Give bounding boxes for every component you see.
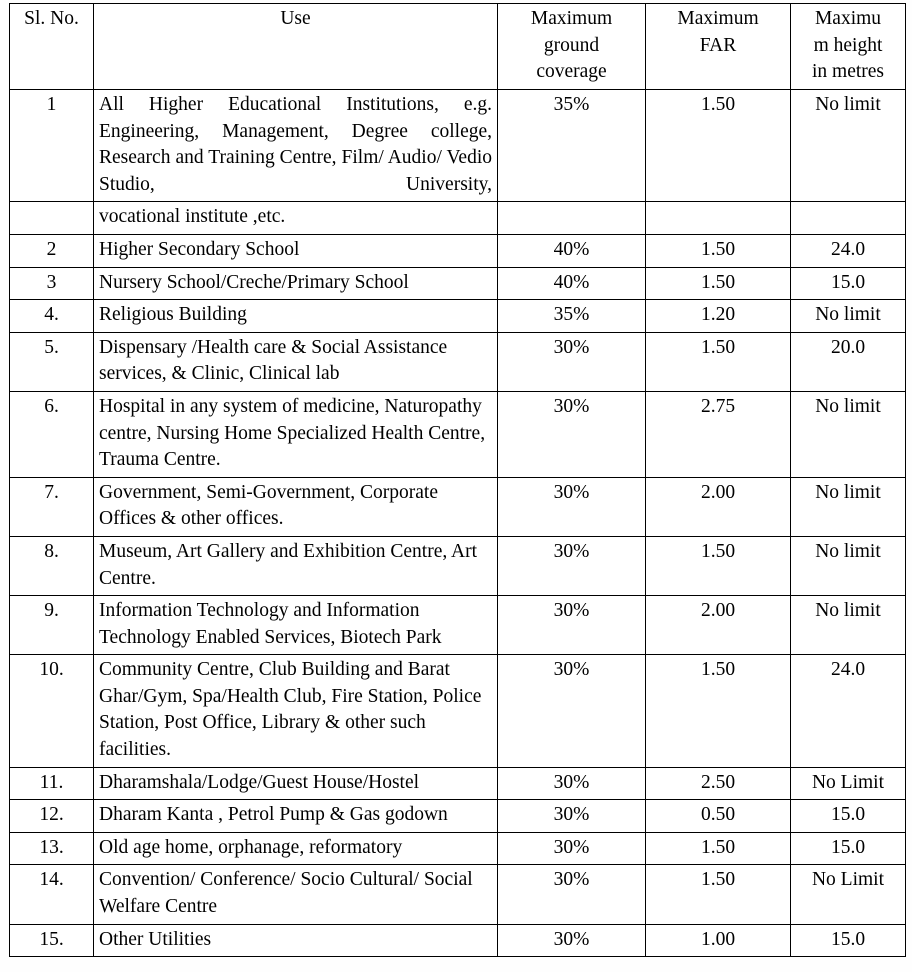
cell-use: Dharam Kanta , Petrol Pump & Gas godown xyxy=(94,800,498,833)
cell-ground-coverage: 30% xyxy=(498,767,646,800)
cell-use: All Higher Educational Institutions, e.g. Engineering, Management, Degree college, Research and Training Centre, Film/ Audio/ Vedio Studio, University, xyxy=(94,90,498,202)
cell-sl-no: 3 xyxy=(10,267,94,300)
table-header xyxy=(10,4,906,90)
header-row xyxy=(10,4,906,90)
cell-sl-no: 15. xyxy=(10,924,94,957)
cell-ground-coverage: 30% xyxy=(498,536,646,595)
cell-far: 1.50 xyxy=(646,655,791,767)
cell-ground-coverage: 30% xyxy=(498,391,646,477)
table-row xyxy=(10,832,906,865)
cell-height: No limit xyxy=(791,536,906,595)
cell-height: 15.0 xyxy=(791,924,906,957)
cell-height: No Limit xyxy=(791,865,906,924)
cell-ground-coverage: 35% xyxy=(498,90,646,202)
cell-far xyxy=(646,202,791,235)
land-use-regulation-table xyxy=(9,3,906,957)
cell-far: 1.50 xyxy=(646,234,791,267)
cell-sl-no: 10. xyxy=(10,655,94,767)
table-row xyxy=(10,477,906,536)
cell-use: Hospital in any system of medicine, Naturopathy centre, Nursing Home Specialized Health Centre, Trauma Centre. xyxy=(94,391,498,477)
cell-height: No limit xyxy=(791,596,906,655)
table-row-continuation xyxy=(10,202,906,235)
table-row xyxy=(10,767,906,800)
cell-sl-no: 14. xyxy=(10,865,94,924)
cell-height: 24.0 xyxy=(791,655,906,767)
cell-height: No limit xyxy=(791,477,906,536)
cell-use: Other Utilities xyxy=(94,924,498,957)
header-line-2: m height xyxy=(813,34,883,56)
cell-ground-coverage: 30% xyxy=(498,596,646,655)
cell-height: No limit xyxy=(791,391,906,477)
cell-far: 1.00 xyxy=(646,924,791,957)
cell-ground-coverage: 30% xyxy=(498,477,646,536)
table-row xyxy=(10,332,906,391)
cell-height: No Limit xyxy=(791,767,906,800)
header-line-3: coverage xyxy=(536,61,607,83)
cell-far: 1.50 xyxy=(646,865,791,924)
cell-use: Government, Semi-Government, Corporate Offices & other offices. xyxy=(94,477,498,536)
cell-ground-coverage: 30% xyxy=(498,832,646,865)
cell-height xyxy=(791,202,906,235)
cell-height: 24.0 xyxy=(791,234,906,267)
cell-far: 2.00 xyxy=(646,477,791,536)
cell-ground-coverage: 40% xyxy=(498,234,646,267)
table-row xyxy=(10,234,906,267)
table-row xyxy=(10,924,906,957)
table-row xyxy=(10,90,906,202)
cell-use: Higher Secondary School xyxy=(94,234,498,267)
column-header-max-height-in-metres xyxy=(791,4,906,90)
cell-use: Information Technology and Information Technology Enabled Services, Biotech Park xyxy=(94,596,498,655)
cell-sl-no: 12. xyxy=(10,800,94,833)
header-line-1: Maximu xyxy=(814,8,882,29)
cell-use: Nursery School/Creche/Primary School xyxy=(94,267,498,300)
table-row xyxy=(10,267,906,300)
column-header-sl-no: Sl. No. xyxy=(10,4,94,90)
table-row xyxy=(10,596,906,655)
cell-far: 1.50 xyxy=(646,90,791,202)
cell-far: 2.75 xyxy=(646,391,791,477)
cell-ground-coverage: 30% xyxy=(498,924,646,957)
cell-far: 1.50 xyxy=(646,332,791,391)
cell-sl-no: 4. xyxy=(10,300,94,333)
table-body xyxy=(10,90,906,957)
table-row xyxy=(10,391,906,477)
header-line-3: in metres xyxy=(811,61,885,83)
cell-ground-coverage: 30% xyxy=(498,865,646,924)
column-header-use: Use xyxy=(94,4,498,90)
table-row xyxy=(10,300,906,333)
cell-height: No limit xyxy=(791,300,906,333)
cell-height: 15.0 xyxy=(791,832,906,865)
cell-ground-coverage: 30% xyxy=(498,332,646,391)
cell-use: Dispensary /Health care & Social Assistance services, & Clinic, Clinical lab xyxy=(94,332,498,391)
cell-ground-coverage xyxy=(498,202,646,235)
cell-far: 1.50 xyxy=(646,267,791,300)
cell-sl-no xyxy=(10,202,94,235)
header-line-1: Maximum xyxy=(530,8,613,29)
cell-sl-no: 7. xyxy=(10,477,94,536)
cell-use: Convention/ Conference/ Socio Cultural/ Social Welfare Centre xyxy=(94,865,498,924)
cell-use: Community Centre, Club Building and Barat Ghar/Gym, Spa/Health Club, Fire Station, Police Station, Post Office, Library & other such facilities. xyxy=(94,655,498,767)
cell-ground-coverage: 40% xyxy=(498,267,646,300)
cell-height: 15.0 xyxy=(791,800,906,833)
header-line-2: ground xyxy=(543,34,600,56)
cell-far: 2.50 xyxy=(646,767,791,800)
cell-sl-no: 1 xyxy=(10,90,94,202)
cell-use: Dharamshala/Lodge/Guest House/Hostel xyxy=(94,767,498,800)
column-header-max-far xyxy=(646,4,791,90)
cell-use: Religious Building xyxy=(94,300,498,333)
cell-far: 1.20 xyxy=(646,300,791,333)
cell-height: 20.0 xyxy=(791,332,906,391)
table-row xyxy=(10,800,906,833)
cell-sl-no: 13. xyxy=(10,832,94,865)
cell-height: No limit xyxy=(791,90,906,202)
cell-far: 1.50 xyxy=(646,832,791,865)
cell-far: 2.00 xyxy=(646,596,791,655)
cell-far: 0.50 xyxy=(646,800,791,833)
cell-sl-no: 6. xyxy=(10,391,94,477)
column-header-max-ground-coverage xyxy=(498,4,646,90)
cell-sl-no: 8. xyxy=(10,536,94,595)
header-line-1: Maximum xyxy=(677,8,759,29)
cell-ground-coverage: 30% xyxy=(498,800,646,833)
cell-sl-no: 5. xyxy=(10,332,94,391)
cell-use-continued: vocational institute ,etc. xyxy=(94,202,498,235)
cell-sl-no: 2 xyxy=(10,234,94,267)
cell-far: 1.50 xyxy=(646,536,791,595)
table-row xyxy=(10,865,906,924)
cell-sl-no: 9. xyxy=(10,596,94,655)
cell-ground-coverage: 30% xyxy=(498,655,646,767)
cell-height: 15.0 xyxy=(791,267,906,300)
cell-use: Museum, Art Gallery and Exhibition Centre, Art Centre. xyxy=(94,536,498,595)
table-row xyxy=(10,655,906,767)
cell-use: Old age home, orphanage, reformatory xyxy=(94,832,498,865)
cell-sl-no: 11. xyxy=(10,767,94,800)
cell-ground-coverage: 35% xyxy=(498,300,646,333)
table-row xyxy=(10,536,906,595)
header-line-2: FAR xyxy=(699,34,737,56)
